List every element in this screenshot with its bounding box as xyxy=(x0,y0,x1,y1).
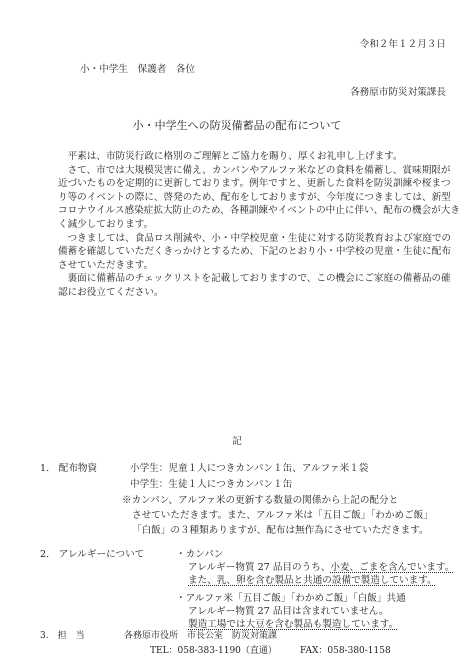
section1-note-line2: させていただきます。また、アルファ米は「五目ご飯」「わかめご飯」 xyxy=(132,510,433,521)
kanpan-allergen-intro: アレルギー物質 27 品目のうち、 xyxy=(188,562,331,573)
kanpan-allergen-items: 小麦、ごまを含んでいます。 xyxy=(330,562,455,573)
section2-kanpan-heading: ・カンパン xyxy=(176,549,224,560)
body-paragraph-background: さて、市では大規模災害に備え、カンパンやアルファ米などの食料を備蓄し、賞味期限が近づいたものを定期的に更新しております。例年ですと、更新した食料を防災訓練や桜まつり等のイベントの際に、啓発のため、配布をしておりますが、今年度につきましては、新型コロナウイルス感染症拡大防止のため、各種訓練やイベントの中止に伴い、配布の機会が大きく減少しております。 xyxy=(58,164,460,230)
section2-label: 2. アレルギーについて xyxy=(40,549,145,560)
section1-note-line1: ※カンパン、アルファ米の更新する数量の関係から上記の配分と xyxy=(122,495,399,506)
body-paragraph-purpose: つきましては、食品ロス削減や、小・中学校児童・生徒に対する防災教育および家庭での備蓄を確認していただくきっかけとするため、下記のとおり小・中学校の児童・生徒に配布させていただきます。 xyxy=(58,232,452,271)
section1-label: 1. 配布物資 xyxy=(40,463,98,474)
section1-elementary: 小学生：児童１人につきカンパン１缶、アルファ米１袋 xyxy=(130,463,369,474)
section1-note-line3: 「白飯」の３種類ありますが、配布は無作為にさせていただきます。 xyxy=(132,525,429,536)
ki-heading: 記 xyxy=(232,436,242,447)
document-date: 令和２年１２月３日 xyxy=(359,39,446,50)
section3-fax: FAX：058-380-1158 xyxy=(300,646,391,656)
section3-phone: TEL：058-383-1190（直通） xyxy=(150,646,277,656)
section2-kanpan-shared-facility: また、乳、卵を含む製品と共通の設備で製造しています。 xyxy=(188,575,437,586)
section2-alpha-heading: ・アルファ米「五目ご飯」「わかめご飯」「白飯」共通 xyxy=(176,593,406,604)
sender: 各務原市防災対策課長 xyxy=(350,87,446,98)
section2-alpha-soy-note: 製造工場では大豆を含む製品も製造しています。 xyxy=(188,619,399,630)
body-paragraph-checklist: 裏面に備蓄品のチェックリストを記載しておりますので、この機会にご家庭の備蓄品の確認にお役立てください。 xyxy=(58,273,451,298)
section2-alpha-allergens: アレルギー物質 27 品目は含まれていません。 xyxy=(188,606,389,617)
section1-junior-high: 中学生：生徒１人につきカンパン１缶 xyxy=(130,479,293,490)
section3-label: 3. 担 当 xyxy=(40,631,85,641)
body-text xyxy=(58,150,460,300)
body-paragraph-greeting: 平素は、市防災行政に格別のご理解とご協力を賜り、厚くお礼申し上げます。 xyxy=(67,151,403,162)
section2-kanpan-allergens xyxy=(188,561,454,574)
section3-organization: 各務原市役所 市長公室 防災対策課 xyxy=(124,631,278,641)
document-title: 小・中学生への防災備蓄品の配布について xyxy=(132,119,342,132)
addressee: 小・中学生 保護者 各位 xyxy=(80,64,196,75)
